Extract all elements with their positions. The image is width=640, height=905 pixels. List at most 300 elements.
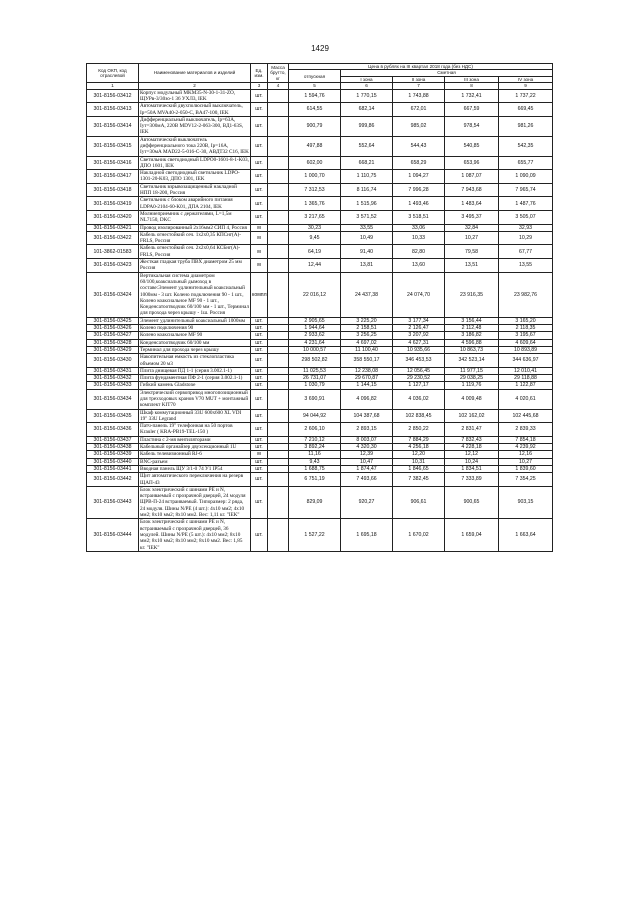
cell-zone-4-price: 10 893,89 [499, 346, 553, 353]
cell-zone-3-price: 1 659,04 [445, 519, 499, 551]
table-row [87, 409, 553, 423]
cell-zone-4-price: 542,35 [499, 136, 553, 156]
cell-name: Вертикальная система диаметром 60/100,коаксиальный дымоход в составе:Элемент удлинительный коаксиальный 1000мм - 3 шт. Колено подключения 90 - 1 шт., Колено коаксиальное MF 90 - 1 шт., Конденсатоотводчик 60/100 мм - 1 шт., Терминал для прохода через крышу - 1ш. Россия [140, 272, 249, 317]
cell-zone-4-price: 29 118,88 [499, 375, 553, 382]
table-row [87, 451, 553, 458]
cell-zone-1-price: 552,64 [341, 136, 393, 156]
cell-zone-3-price: 900,65 [445, 486, 499, 518]
cell-zone-2-price: 544,43 [393, 136, 445, 156]
cell-code: 301-8156-03440 [87, 458, 139, 465]
cell-zone-2-price: 7 996,28 [393, 183, 445, 197]
cell-zone-2-price: 3 177,34 [393, 317, 445, 324]
table-row [87, 183, 553, 197]
cell-mass [268, 436, 289, 443]
cell-code: 301-8156-03412 [87, 89, 139, 103]
cell-zone-2-price: 1 846,65 [393, 465, 445, 472]
table-row [87, 375, 553, 382]
cell-zone-3-price: 102 162,02 [445, 409, 499, 423]
cell-release-price: 1 000,70 [289, 170, 341, 184]
cell-zone-1-price: 3 571,52 [341, 210, 393, 224]
table-row [87, 317, 553, 324]
cell-zone-1-price: 1 515,96 [341, 197, 393, 211]
cell-release-price: 298 502,82 [289, 354, 341, 368]
cell-release-price: 7 312,53 [289, 183, 341, 197]
cell-unit: шт. [251, 210, 268, 224]
cell-name: Светильник с блоком аварийного питания LDPA0-2104-60-K01, ДПА 2104, IEK [139, 197, 251, 211]
cell-zone-2-price: 906,61 [393, 486, 445, 518]
cell-zone-3-price: 540,85 [445, 136, 499, 156]
cell-code: 301-8156-03423 [87, 259, 139, 273]
cell-zone-4-price: 7 854,18 [499, 436, 553, 443]
cell-zone-2-price: 82,80 [393, 245, 445, 259]
table-row [87, 156, 553, 170]
cell-zone-3-price: 7 943,68 [445, 183, 499, 197]
cell-zone-4-price: 1 487,76 [499, 197, 553, 211]
cell-release-price: 9,43 [289, 458, 341, 465]
cell-mass [268, 346, 289, 353]
cell-zone-1-price: 682,14 [341, 103, 393, 117]
cell-zone-2-price: 12,20 [393, 451, 445, 458]
cell-unit: шт. [251, 332, 268, 339]
cell-zone-4-price: 655,77 [499, 156, 553, 170]
cell-code: 301-8156-03435 [87, 409, 139, 423]
cell-mass [268, 245, 289, 259]
cell-zone-1-price: 13,81 [341, 259, 393, 273]
table-row [87, 116, 553, 136]
cell-zone-2-price: 102 838,45 [393, 409, 445, 423]
cell-zone-3-price: 3 186,82 [445, 332, 499, 339]
table-row [87, 339, 553, 346]
cell-name: Электрический сервопривод многопозиционный для трехходовых кранов V70 MUT + монтажный комплект KIT70 [139, 389, 251, 409]
cell-zone-1-price: 8 003,07 [341, 436, 393, 443]
cell-mass [268, 519, 289, 551]
cell-mass [268, 317, 289, 324]
column-number: 3 [251, 83, 268, 89]
cell-name: Кабель телевизионный RJ-6 [139, 451, 251, 458]
cell-zone-1-price: 12,39 [341, 451, 393, 458]
cell-unit: м [251, 245, 268, 259]
cell-code: 301-8156-03427 [87, 332, 139, 339]
cell-mass [268, 389, 289, 409]
cell-release-price: 900,79 [289, 116, 341, 136]
cell-code: 301-8156-03432 [87, 375, 139, 382]
cell-release-price: 2 606,10 [289, 423, 341, 437]
cell-code: 301-8156-03418 [87, 183, 139, 197]
table-row [87, 210, 553, 224]
cell-unit: шт. [251, 382, 268, 389]
cell-release-price: 1 030,79 [289, 382, 341, 389]
page-number: 1429 [311, 44, 329, 53]
header-estimate: Сметная [341, 70, 553, 76]
cell-unit: шт. [251, 389, 268, 409]
cell-code: 301-8156-03443 [87, 486, 139, 518]
cell-zone-2-price: 346 453,53 [393, 354, 445, 368]
cell-zone-4-price: 10,27 [499, 458, 553, 465]
cell-name: Провод изолированный 2х16мм2 СИП 4, Россия [139, 224, 251, 231]
cell-zone-1-price: 4 697,02 [341, 339, 393, 346]
cell-mass [268, 170, 289, 184]
cell-zone-1-price: 999,86 [341, 116, 393, 136]
cell-name: Корпус модульный MKM35-N-30-1-31-ZO, ЩУРв-3/30зо-1 36 УХЛ3, IEK [139, 89, 251, 103]
table-row [87, 382, 553, 389]
cell-zone-1-price: 2 158,51 [341, 325, 393, 332]
cell-zone-4-price: 903,15 [499, 486, 553, 518]
cell-release-price: 1 527,22 [289, 519, 341, 551]
cell-name: Светильник светодиодный LDPO0-1601-8-1-K03, ДПО 1601, IEK [140, 156, 249, 169]
cell-unit: шт. [251, 339, 268, 346]
cell-code: 301-8156-03426 [87, 325, 139, 332]
cell-zone-3-price: 1 087,07 [445, 170, 499, 184]
header-zone-4: IV зона [499, 76, 553, 82]
cell-code: 301-8156-03442 [87, 473, 139, 487]
cell-zone-2-price: 1 743,88 [393, 89, 445, 103]
cell-release-price: 10 000,57 [289, 346, 341, 353]
cell-unit: шт. [251, 103, 268, 117]
cell-code: 301-8156-03436 [87, 423, 139, 437]
table-row [87, 389, 553, 409]
table-row [87, 197, 553, 211]
cell-mass [268, 272, 289, 317]
cell-release-price: 64,19 [289, 245, 341, 259]
cell-zone-3-price: 79,58 [445, 245, 499, 259]
cell-release-price: 2 933,62 [289, 332, 341, 339]
cell-zone-1-price: 33,55 [341, 224, 393, 231]
cell-mass [268, 231, 289, 245]
cell-code: 301-8156-03414 [87, 116, 139, 136]
cell-zone-1-price: 11 100,40 [341, 346, 393, 353]
cell-zone-2-price: 4 036,02 [393, 389, 445, 409]
cell-zone-2-price: 1 670,02 [393, 519, 445, 551]
table-row [87, 354, 553, 368]
cell-zone-2-price: 29 230,52 [393, 375, 445, 382]
cell-zone-3-price: 10,24 [445, 458, 499, 465]
cell-zone-1-price: 24 437,38 [341, 272, 393, 317]
cell-unit: шт. [251, 465, 268, 472]
cell-zone-3-price: 7 333,89 [445, 473, 499, 487]
cell-zone-4-price: 1 737,22 [499, 89, 553, 103]
cell-name: Терминал для прохода через крышу [139, 346, 251, 353]
cell-name: Колено подключения 90 [139, 325, 251, 332]
cell-zone-4-price: 12 010,41 [499, 367, 553, 374]
table-row [87, 231, 553, 245]
cell-mass [268, 473, 289, 487]
cell-mass [268, 89, 289, 103]
cell-unit: шт. [251, 375, 268, 382]
table-row [87, 332, 553, 339]
cell-zone-3-price: 23 916,35 [445, 272, 499, 317]
cell-unit: шт. [251, 89, 268, 103]
cell-unit: шт. [251, 156, 268, 170]
cell-zone-3-price: 1 732,41 [445, 89, 499, 103]
cell-code: 301-8156-03428 [87, 339, 139, 346]
cell-code: 301-8156-03437 [87, 436, 139, 443]
cell-mass [268, 259, 289, 273]
cell-zone-3-price: 10 863,73 [445, 346, 499, 353]
cell-name: Гибкий камень Gladstone [139, 382, 251, 389]
cell-unit: м [251, 224, 268, 231]
cell-release-price: 1 594,76 [289, 89, 341, 103]
cell-zone-3-price: 12,12 [445, 451, 499, 458]
cell-mass [268, 156, 289, 170]
cell-zone-3-price: 32,84 [445, 224, 499, 231]
cell-zone-2-price: 658,29 [393, 156, 445, 170]
cell-mass [268, 465, 289, 472]
cell-mass [268, 451, 289, 458]
cell-zone-3-price: 653,96 [445, 156, 499, 170]
header-code: Код ОКП, код отраслевой [87, 64, 139, 83]
cell-unit: шт. [251, 170, 268, 184]
cell-unit: шт. [251, 436, 268, 443]
cell-zone-1-price: 3 225,20 [341, 317, 393, 324]
table-row [87, 458, 553, 465]
cell-code: 101-3862-01583 [87, 245, 139, 259]
cell-unit: шт. [251, 409, 268, 423]
cell-zone-1-price: 1 770,15 [341, 89, 393, 103]
cell-zone-1-price: 3 256,25 [341, 332, 393, 339]
table-header [87, 64, 553, 90]
cell-release-price: 12,44 [289, 259, 341, 273]
table-row [87, 224, 553, 231]
column-number: 2 [139, 83, 251, 89]
cell-zone-3-price: 3 495,37 [445, 210, 499, 224]
cell-zone-3-price: 2 831,47 [445, 423, 499, 437]
cell-unit: шт. [251, 473, 268, 487]
table-row [87, 325, 553, 332]
cell-unit: шт. [251, 367, 268, 374]
cell-zone-1-price: 1 695,18 [341, 519, 393, 551]
cell-release-price: 26 731,07 [289, 375, 341, 382]
cell-zone-2-price: 33,06 [393, 224, 445, 231]
cell-code: 301-8156-03417 [87, 170, 139, 184]
cell-unit: м [251, 451, 268, 458]
table-row [87, 444, 553, 451]
table-row [87, 436, 553, 443]
cell-name: Колено коаксиальное MF 90 [139, 332, 251, 339]
cell-unit: шт. [251, 346, 268, 353]
cell-zone-3-price: 1 483,64 [445, 197, 499, 211]
cell-code: 301-8156-03415 [87, 136, 139, 156]
cell-zone-3-price: 4 228,18 [445, 444, 499, 451]
table-row [87, 245, 553, 259]
cell-unit: м [251, 259, 268, 273]
cell-zone-3-price: 11 977,15 [445, 367, 499, 374]
cell-mass [268, 183, 289, 197]
cell-name: BNC-разъем [139, 458, 251, 465]
cell-name: Шкаф коммутационный 33U 600x600 XL VDI 19" 33U Legrand [139, 409, 251, 423]
cell-release-price: 614,55 [289, 103, 341, 117]
cell-zone-2-price: 4 627,31 [393, 339, 445, 346]
cell-mass [268, 375, 289, 382]
table-row [87, 346, 553, 353]
cell-mass [268, 354, 289, 368]
cell-zone-2-price: 2 126,47 [393, 325, 445, 332]
cell-mass [268, 116, 289, 136]
cell-unit: шт. [251, 423, 268, 437]
cell-unit: компл [251, 272, 268, 317]
cell-zone-3-price: 13,51 [445, 259, 499, 273]
cell-zone-4-price: 1 090,09 [499, 170, 553, 184]
table-row [87, 473, 553, 487]
header-name: Наименование материалов и изделий [139, 64, 251, 83]
cell-zone-2-price: 3 207,92 [393, 332, 445, 339]
cell-zone-1-price: 920,27 [341, 486, 393, 518]
cell-zone-3-price: 3 156,44 [445, 317, 499, 324]
cell-zone-3-price: 342 523,14 [445, 354, 499, 368]
cell-zone-2-price: 10 935,66 [393, 346, 445, 353]
cell-code: 301-8156-03425 [87, 317, 139, 324]
cell-zone-2-price: 10,33 [393, 231, 445, 245]
cell-zone-4-price: 2 839,33 [499, 423, 553, 437]
cell-code: 301-8156-03430 [87, 354, 139, 368]
cell-mass [268, 486, 289, 518]
cell-zone-3-price: 29 038,25 [445, 375, 499, 382]
cell-mass [268, 339, 289, 346]
cell-unit: шт. [251, 486, 268, 518]
cell-code: 301-8156-03438 [87, 444, 139, 451]
cell-zone-1-price: 10,49 [341, 231, 393, 245]
cell-zone-2-price: 24 074,70 [393, 272, 445, 317]
cell-code: 301-8156-03439 [87, 451, 139, 458]
cell-unit: м [251, 231, 268, 245]
cell-zone-1-price: 91,40 [341, 245, 393, 259]
cell-code: 301-8156-03431 [87, 367, 139, 374]
table-body [87, 89, 553, 551]
cell-zone-1-price: 1 110,75 [341, 170, 393, 184]
cell-zone-1-price: 2 893,15 [341, 423, 393, 437]
cell-unit: шт. [251, 317, 268, 324]
cell-mass [268, 382, 289, 389]
cell-zone-1-price: 10,47 [341, 458, 393, 465]
cell-mass [268, 423, 289, 437]
cell-mass [268, 210, 289, 224]
cell-unit: шт. [251, 458, 268, 465]
table-row [87, 486, 553, 518]
cell-name: Накладной светодиодный светильник LDPO-1301-20-K03, ДПО 1301, IEK [139, 170, 251, 184]
cell-mass [268, 409, 289, 423]
table-row [87, 170, 553, 184]
cell-mass [268, 367, 289, 374]
cell-zone-4-price: 981,26 [499, 116, 553, 136]
cell-name: Конденсатоотводчик 60/100 мм [139, 339, 251, 346]
cell-zone-4-price: 3 195,67 [499, 332, 553, 339]
header-unit: Ед. изм. [251, 64, 268, 83]
cell-name: Щит автоматического переключения на резерв ЩАП-43 [139, 473, 251, 487]
cell-name: Светильник взрывозащищенный накладной НПП 18-200, Россия [139, 183, 251, 197]
column-number: 1 [87, 83, 139, 89]
column-number: 9 [499, 83, 553, 89]
cell-zone-4-price: 669,45 [499, 103, 553, 117]
cell-unit: шт. [251, 116, 268, 136]
cell-zone-4-price: 1 122,87 [499, 382, 553, 389]
cell-name: Блок электрический с шинами PE и N, встраиваемый с прозрачной дверцей, 24 модуля ЩРВ-П-24 встраиваемый. Типоразмер: 2 ряда, 24 модуля. Шины N/PE (4 шт.): 4х10 мм2; 4х10 мм2; 8х10 мм2; 8х10 мм2. Вес: 1,11 кг. "IEK" [139, 486, 251, 518]
cell-zone-1-price: 12 238,08 [341, 367, 393, 374]
header-mass: Масса брутто, кг [268, 64, 289, 83]
cell-zone-1-price: 358 550,17 [341, 354, 393, 368]
column-number: 8 [445, 83, 499, 89]
cell-unit: шт. [251, 354, 268, 368]
cell-code: 301-8156-03433 [87, 382, 139, 389]
cell-zone-3-price: 1 834,51 [445, 465, 499, 472]
cell-code: 301-8156-03416 [87, 156, 139, 170]
cell-zone-4-price: 3 165,20 [499, 317, 553, 324]
cell-name: Плита днищевая ПД 1-1 (серия 3.002.1-1) [139, 367, 251, 374]
cell-release-price: 6 751,19 [289, 473, 341, 487]
column-number: 5 [289, 83, 341, 89]
cell-release-price: 3 690,91 [289, 389, 341, 409]
cell-zone-1-price: 4 096,82 [341, 389, 393, 409]
cell-zone-4-price: 344 636,97 [499, 354, 553, 368]
cell-name: Кабельный органайзер двухсекционный 1U [139, 444, 251, 451]
cell-mass [268, 224, 289, 231]
header-price-title: Цена в рублях на III квартал 2018 года (без НДС) [289, 64, 553, 70]
cell-release-price: 602,00 [289, 156, 341, 170]
column-number: 6 [341, 83, 393, 89]
cell-zone-2-price: 12 056,45 [393, 367, 445, 374]
cell-zone-4-price: 10,29 [499, 231, 553, 245]
cell-zone-1-price: 8 116,74 [341, 183, 393, 197]
cell-name: Кабель огнестойкий сеч. 1х2х0,35 КПСнг(А)-FRLS, Россия [139, 231, 251, 245]
cell-zone-4-price: 13,55 [499, 259, 553, 273]
cell-zone-1-price: 7 493,66 [341, 473, 393, 487]
cell-release-price: 4 231,64 [289, 339, 341, 346]
cell-release-price: 2 905,65 [289, 317, 341, 324]
cell-name: Плита фундаментная ПФ 2-1 (серия 3.002.1-1) [139, 375, 251, 382]
cell-mass [268, 458, 289, 465]
cell-unit: шт. [251, 197, 268, 211]
cell-unit: шт. [251, 325, 268, 332]
cell-zone-1-price: 4 320,30 [341, 444, 393, 451]
cell-zone-4-price: 32,93 [499, 224, 553, 231]
header-release: отпускная [289, 70, 341, 83]
cell-release-price: 11,16 [289, 451, 341, 458]
cell-release-price: 3 892,24 [289, 444, 341, 451]
cell-zone-2-price: 13,60 [393, 259, 445, 273]
table-row [87, 519, 553, 551]
table-row [87, 423, 553, 437]
cell-release-price: 1 944,64 [289, 325, 341, 332]
cell-zone-3-price: 667,59 [445, 103, 499, 117]
cell-zone-1-price: 104 387,68 [341, 409, 393, 423]
cell-name: Вводная панель ЩУ 3/1-0 74 У1 IP54 [139, 465, 251, 472]
cell-zone-4-price: 3 505,07 [499, 210, 553, 224]
cell-release-price: 3 217,65 [289, 210, 341, 224]
cell-name: Кабель огнестойкий сеч. 2х2х0,64 КСБнг(А)-FRLS, Россия [139, 245, 251, 259]
cell-zone-1-price: 668,21 [341, 156, 393, 170]
cell-zone-4-price: 67,77 [499, 245, 553, 259]
table-row [87, 103, 553, 117]
table-row [87, 272, 553, 317]
cell-unit: шт. [251, 444, 268, 451]
cell-unit: шт. [251, 136, 268, 156]
table-row [87, 465, 553, 472]
cell-code: 301-8156-03422 [87, 231, 139, 245]
cell-zone-1-price: 1 144,15 [341, 382, 393, 389]
cell-zone-2-price: 985,02 [393, 116, 445, 136]
cell-unit: шт. [251, 519, 268, 551]
cell-mass [268, 197, 289, 211]
cell-zone-1-price: 1 874,47 [341, 465, 393, 472]
cell-code: 301-8156-03413 [87, 103, 139, 117]
cell-name: Жесткая гладкая труба ПВХ диаметром 25 мм Россия [139, 259, 251, 273]
cell-zone-3-price: 7 832,43 [445, 436, 499, 443]
cell-zone-2-price: 3 518,51 [393, 210, 445, 224]
cell-name: Блок электрический с шинами PE и N, встраиваемый с прозрачной дверцей, 36 модулей. Шины N/PE (5 шт.): 4х10 мм2; 8х10 мм2; 8х10 мм2; 8х10 мм2; 8х10 мм2. Вес: 1,85 кг. "IEK" [139, 519, 251, 551]
cell-zone-3-price: 10,27 [445, 231, 499, 245]
cell-release-price: 829,09 [289, 486, 341, 518]
cell-zone-3-price: 2 112,48 [445, 325, 499, 332]
cell-code: 301-8156-03419 [87, 197, 139, 211]
cell-zone-2-price: 672,01 [393, 103, 445, 117]
